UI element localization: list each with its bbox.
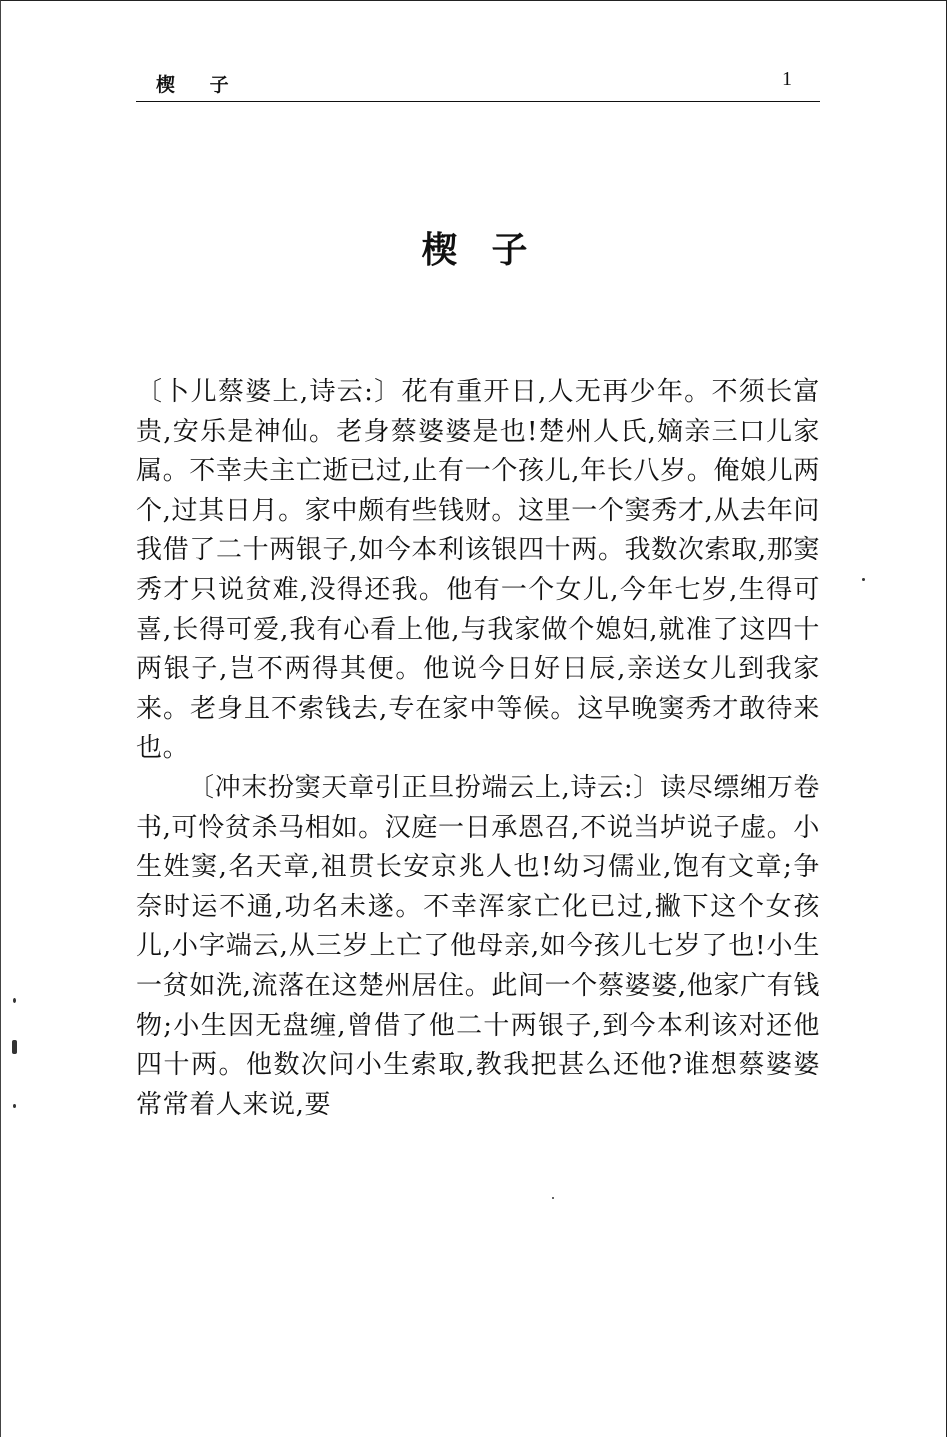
scan-speck (13, 998, 16, 1003)
paragraph-1: 〔卜儿蔡婆上,诗云:〕花有重开日,人无再少年。不须长富贵,安乐是神仙。老身蔡婆婆是也!楚州人氏,嫡亲三口儿家属。不幸夫主亡逝已过,止有一个孩儿,年长八岁。俺娘儿两个,过其日月。家中颇有些钱财。这里一个窦秀才,从去年问我借了二十两银子,如今本利该银四十两。我数次索取,那窦秀才只说贫难,没得还我。他有一个女儿,今年七岁,生得可喜,长得可爱,我有心看上他,与我家做个媳妇,就准了这四十两银子,岂不两得其便。他说今日好日辰,亲送女儿到我家来。老身且不索钱去,专在家中等候。这早晚窦秀才敢待来也。 (136, 377, 820, 764)
scan-speck (862, 578, 865, 581)
scan-speck (12, 1040, 17, 1054)
scan-speck (13, 1104, 16, 1108)
page-number: 1 (782, 68, 792, 90)
running-header (136, 66, 820, 102)
scan-speck (552, 1197, 554, 1199)
paragraph-2: 〔冲末扮窦天章引正旦扮端云上,诗云:〕读尽缥缃万卷书,可怜贫杀马相如。汉庭一日承恩召,不说当垆说子虚。小生姓窦,名天章,祖贯长安京兆人也!幼习儒业,饱有文章;争奈时运不通,功名未遂。不幸浑家亡化已过,撇下这个女孩儿,小字端云,从三岁上亡了他母亲,如今孩儿七岁了也!小生一贫如洗,流落在这楚州居住。此间一个蔡婆婆,他家广有钱物;小生因无盘缠,曾借了他二十两银子,到今本利该对还他四十两。他数次问小生索取,教我把甚么还他?谁想蔡婆婆常常着人来说,要 (136, 772, 820, 1120)
running-title: 楔 子 (156, 74, 243, 96)
chapter-title: 楔子 (421, 230, 562, 271)
body-text (136, 373, 820, 1125)
